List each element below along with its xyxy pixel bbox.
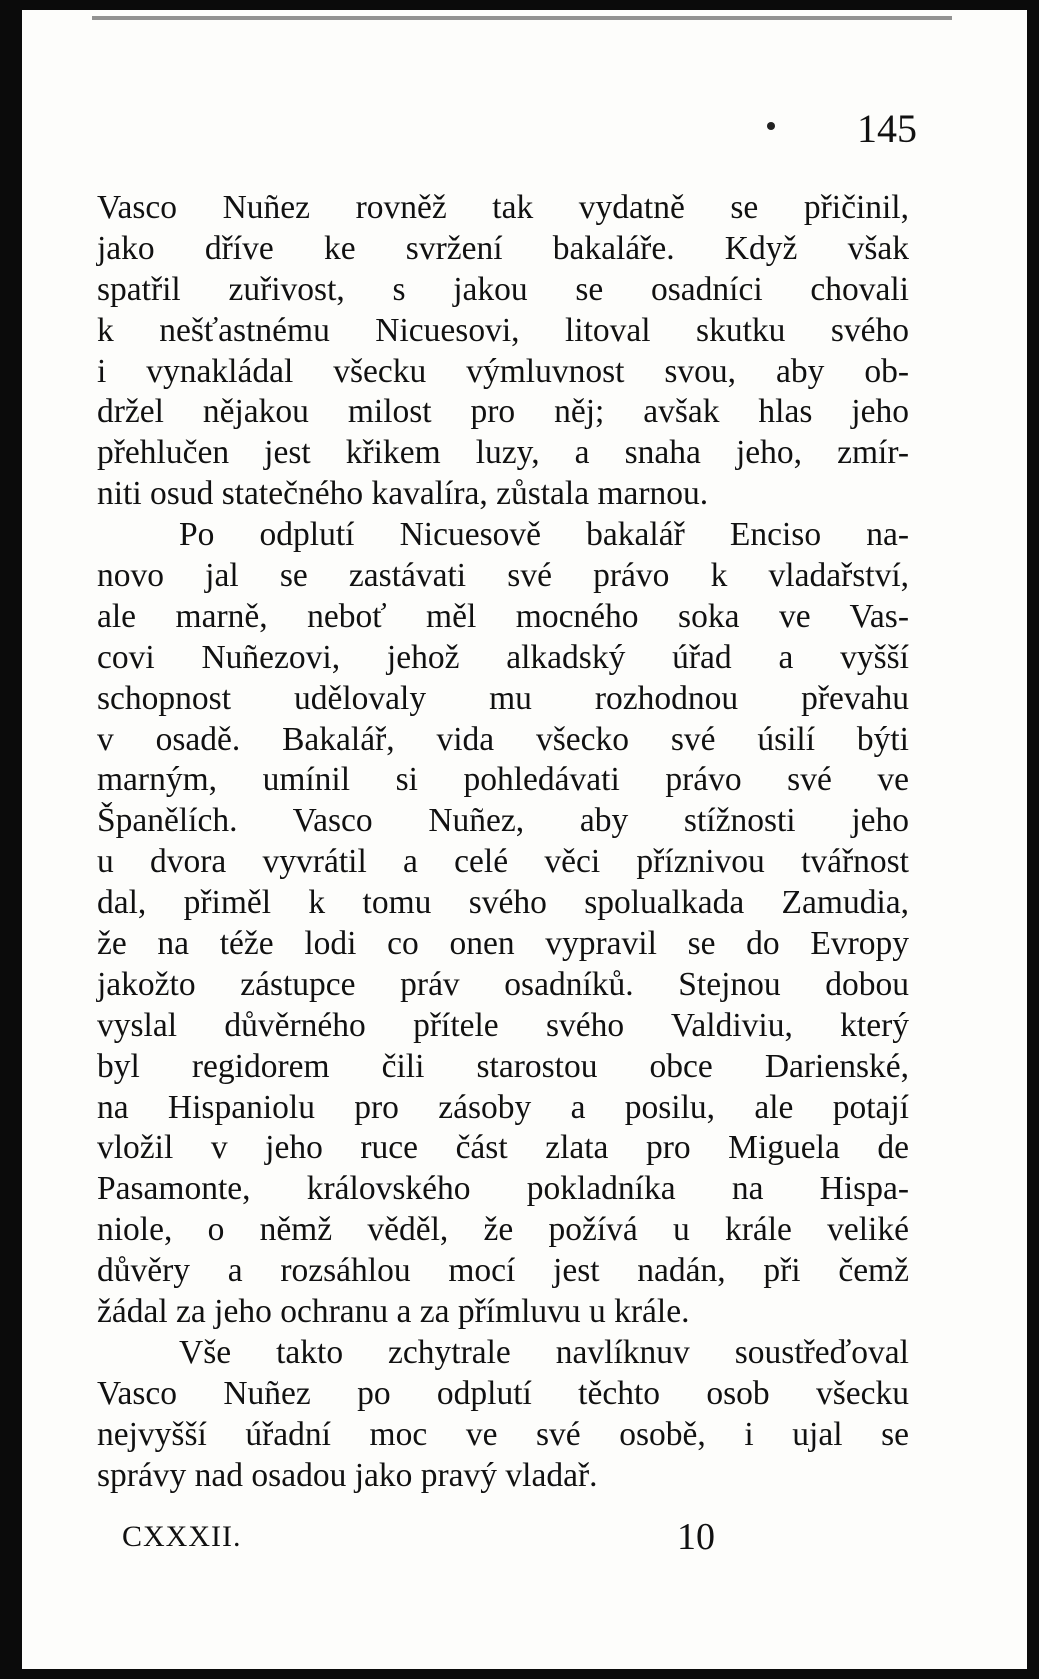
text-line: dal, přiměl k tomu svého spolualkada Zamudia,: [97, 884, 909, 922]
text-line: jako dříve ke svržení bakaláře. Když však: [97, 229, 909, 267]
printer-signature: CXXXII.: [122, 1520, 242, 1553]
text-line: na Hispaniolu pro zásoby a posilu, ale potají: [97, 1088, 909, 1126]
text-line: přehlučen jest křikem luzy, a snaha jeho, zmír-: [97, 434, 909, 472]
text-line: žádal za jeho ochranu a za přímluvu u krále.: [97, 1293, 690, 1331]
text-line: Vše takto zchytrale navlíknuv soustřeďoval: [179, 1333, 909, 1371]
page-number: 145: [857, 106, 917, 151]
text-line: schopnost udělovaly mu rozhodnou převahu: [97, 679, 909, 717]
text-line: marným, umínil si pohledávati právo své ve: [97, 761, 909, 799]
text-line: vložil v jeho ruce část zlata pro Miguela de: [97, 1129, 909, 1167]
text-line: covi Nuñezovi, jehož alkadský úřad a vyšší: [97, 638, 909, 676]
text-line: v osadě. Bakalář, vida všecko své úsilí býti: [97, 720, 909, 758]
text-line: Po odplutí Nicuesově bakalář Enciso na-: [179, 516, 909, 554]
text-line: byl regidorem čili starostou obce Darienské,: [97, 1047, 909, 1085]
text-line: vyslal důvěrného přítele svého Valdiviu, který: [97, 1006, 909, 1044]
text-line: niole, o němž věděl, že požívá u krále veliké: [97, 1211, 909, 1249]
text-line: Vasco Nuñez po odplutí těchto osob všecku: [97, 1374, 909, 1412]
body-text: [97, 188, 909, 1497]
text-line: Španělích. Vasco Nuñez, aby stížnosti jeho: [97, 802, 909, 840]
text-line: Vasco Nuñez rovněž tak vydatně se přičinil,: [97, 189, 909, 226]
text-line: jakožto zástupce práv osadníků. Stejnou dobou: [97, 965, 909, 1003]
text-line: nejvyšší úřadní moc ve své osobě, i ujal se: [97, 1415, 909, 1453]
signature-number: 10: [677, 1516, 715, 1558]
text-line: ale marně, neboť měl mocného soka ve Vas-: [97, 597, 909, 635]
text-line: k nešťastnému Nicuesovi, litoval skutku svého: [97, 311, 909, 349]
text-line: spatřil zuřivost, s jakou se osadníci chovali: [97, 270, 909, 308]
text-line: držel nějakou milost pro něj; avšak hlas jeho: [97, 393, 909, 431]
text-line: že na téže lodi co onen vypravil se do Evropy: [97, 925, 909, 963]
top-edge-rule: [92, 16, 952, 20]
ink-dot: [767, 122, 775, 130]
text-line: Pasamonte, královského pokladníka na Hispa-: [97, 1170, 909, 1208]
text-line: niti osud statečného kavalíra, zůstala marnou.: [97, 475, 709, 513]
text-line: novo jal se zastávati své právo k vladařství,: [97, 557, 909, 595]
text-line: správy nad osadou jako pravý vladař.: [97, 1456, 598, 1494]
text-line: i vynakládal všecku výmluvnost svou, aby ob-: [97, 352, 909, 390]
book-page: [22, 10, 1027, 1669]
text-line: u dvora vyvrátil a celé věci příznivou tvářnost: [97, 843, 909, 881]
text-line: důvěry a rozsáhlou mocí jest nadán, při čemž: [97, 1252, 909, 1290]
